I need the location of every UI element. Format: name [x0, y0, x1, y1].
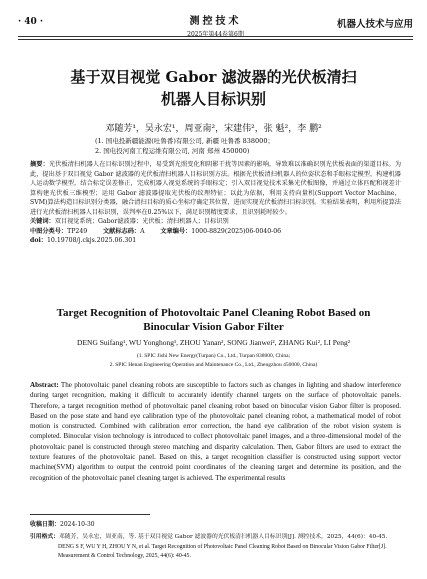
cn-keywords: [30, 217, 401, 227]
cn-affiliation-2: 2. 国电投河南工程运维有限公司, 河南 郑州 450000): [95, 147, 250, 155]
en-affiliations: [20, 352, 407, 370]
en-abstract: [30, 380, 401, 483]
doc-code-value: A: [140, 227, 145, 235]
cn-abstract-text: 光伏板清扫机器人在目标识别过程中，易受到光照变化和阴影干扰等因素的影响，导致难以准确识别光伏板表面的渠道目标。为此，提出基于双目视觉 Gabor 滤波器的光伏板清扫机器人目标识别方法。根据光伏板清扫机器人的位姿状态和手眼标定模型，构建机器人运动数学模型，结合标定误差修正，完成机器人视觉系统的手眼标定；引入双目视觉技术采集光伏板图像，并通过立体匹配和视差计算构建光伏板三维模型；运用 Gabor 滤波器提取光伏板的纹理特征；以此为依据，利用支持向量机(Support Vector Machine，SVM)算法构造目标识别分类器，融合清扫目标的质心坐标疗确定其位置，进而实现光伏板清扫目标识别。实验结果表明，利用所提算法进行光伏板清扫机器人目标识别，误判率在0.25%以下，满足识别精度要求，且识别耗时较少。: [30, 161, 402, 216]
citation-cn: [30, 533, 401, 543]
citation-format: [30, 533, 401, 562]
en-authors: DENG Suifang¹, WU Yonghong¹, ZHOU Yanan², SONG Jianwei², ZHANG Kui², LI Peng²: [77, 338, 350, 347]
citation-label: 引用格式：: [30, 534, 59, 540]
en-title-line2: Binocular Vision Gabor Filter: [143, 321, 284, 333]
cn-title: [20, 66, 407, 110]
en-affiliation-1: (1. SPIC Jishi New Energy(Turpan) Co., Ltd., Turpan 838000, China;: [136, 353, 291, 359]
clc-label: 中图分类号：: [30, 227, 68, 235]
journal-name: 测控技术: [189, 16, 242, 27]
received-label: 收稿日期：: [30, 521, 61, 528]
en-affiliation-2: 2. SPIC Henan Engineering Operation and Maintenance Co., Ltd., Zhengzhou 450000, China): [109, 362, 318, 368]
cn-title-line1: 基于双目视觉 Gabor 滤波器的光伏板清扫: [70, 68, 357, 86]
en-title-line1: Target Recognition of Photovoltaic Panel Cleaning Robot Based on: [56, 307, 371, 319]
page-header: [18, 6, 413, 50]
page-number: · 40 ·: [18, 17, 44, 27]
en-title: [20, 306, 407, 334]
cn-affiliations: [95, 136, 274, 156]
section-name: 机器人技术与应用: [336, 19, 413, 30]
cn-classification-line: [30, 227, 401, 237]
cn-title-line2: 机器人目标识别: [160, 90, 266, 108]
citation-en-text: DENG S F, WU Y H, ZHOU Y N, et al. Target Recognition of Photovoltaic Panel Cleaning Robot Based on Binocular Vision Gabor Filter[J]. Measurement & Control Technology, 2025, 44(6): 40-45.: [58, 543, 387, 559]
received-date: [30, 519, 95, 528]
cn-keywords-text: 双目视觉系统；Gabor滤波器；光伏板；清扫机器人；目标识别: [54, 218, 229, 225]
article-no-label: 文章编号：: [160, 227, 192, 235]
cn-affiliation-1: (1. 国电投新疆能源(吐鲁番)有限公司, 新疆 吐鲁番 838000；: [95, 137, 274, 145]
doc-code-label: 文献标志码：: [102, 227, 141, 235]
en-abstract-text: The photovoltaic panel cleaning robots are susceptible to factors such as changes in lighting and shadow interference during target recognition, making it difficult to accurately identify channel targets on the surface of photovoltaic panels. Therefore, a target recognition method of photovoltaic panel cleaning robot based on binocular vision Gabor filter is proposed. Based on the pose state and hand eye calibration type of the photovoltaic panel cleaning robot, a mathematical model of robot motion is constructed. Combined with calibration error correction, the hand eye calibration of the robot vision system is completed. Binocular vision technology is introduced to collect photovoltaic panel images, and a three-dimensional model of the photovoltaic panel is constructed through stereo matching and disparity calculation. Then, Gabor filters are used to extract the texture features of the photovoltaic panel. Based on this, a target recognition classifier is constructed using support vector machine(SVM) algorithm to output the centroid point coordinates of the cleaning target and determine its position, and the recognition of the photovoltaic panel cleaning target is achieved. The experimental results: [30, 381, 401, 482]
clc-value: TP249: [67, 227, 88, 235]
cn-abstract: [30, 160, 401, 217]
cn-keywords-label: 关键词：: [30, 218, 55, 225]
footnote-rule: [30, 514, 150, 515]
citation-cn-text: 邓随芳，吴永宏，周亚南，等. 基于双目视觉 Gabor 滤波器的光伏板清扫机器人目标识别[J]. 测控技术，2025，44(6)：40-45.: [59, 534, 388, 540]
header-rule-thin: [18, 39, 413, 40]
doi-label: doi：: [30, 237, 47, 244]
received-value: 2024-10-30: [60, 521, 95, 528]
cn-abstract-label: 摘要：: [30, 161, 49, 168]
journal-issue: 2025年第44卷第6期: [187, 31, 244, 38]
en-abstract-label: Abstract:: [30, 381, 59, 389]
header-rule: [18, 36, 413, 37]
doi-value: 10.19708/j.ckjs.2025.06.301: [47, 237, 137, 244]
cn-abstract-block: [30, 160, 401, 246]
article-no-value: 1000-8829(2025)06-0040-06: [191, 227, 282, 235]
cn-authors: 邓随芳¹，吴永宏¹，周亚南²，宋建伟²，张 魁²，李 鹏²: [105, 124, 322, 134]
cn-doi-line: [30, 236, 401, 246]
